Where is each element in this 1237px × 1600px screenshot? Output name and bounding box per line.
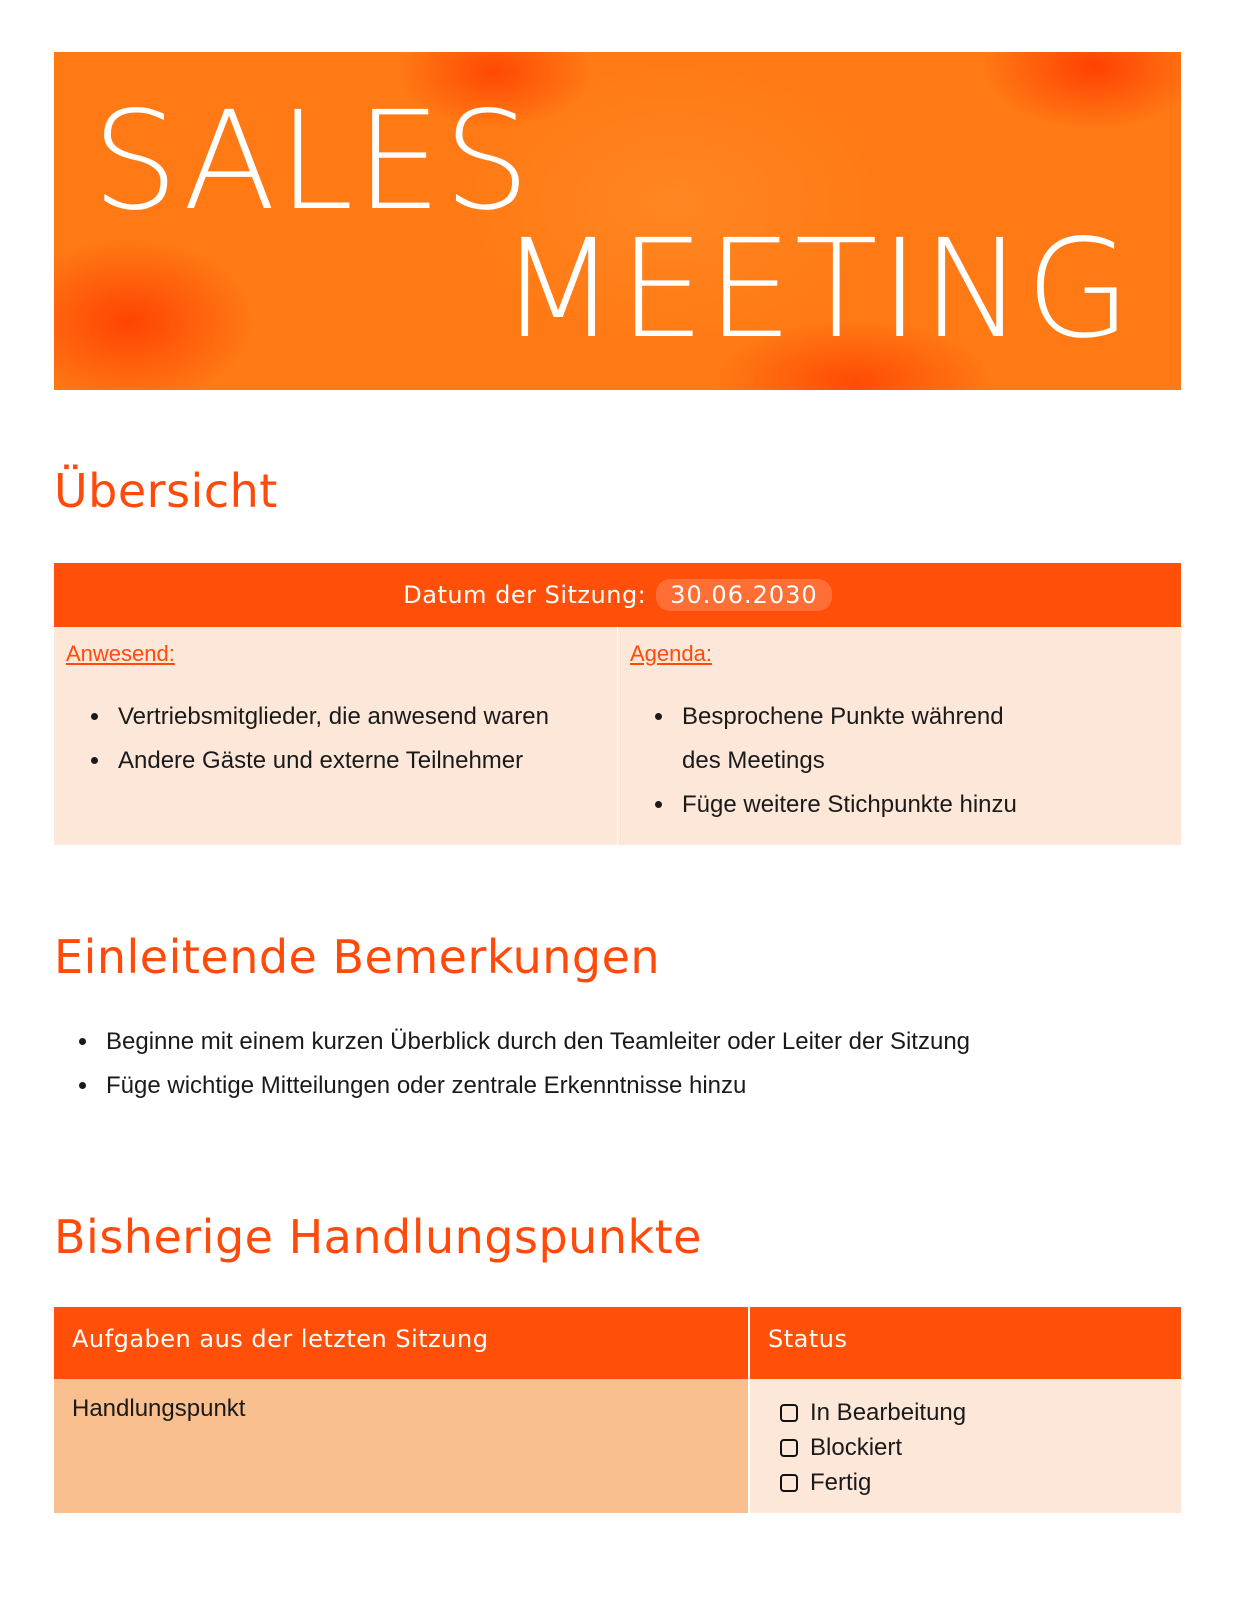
intro-heading: Einleitende Bemerkungen — [54, 930, 661, 984]
document-page — [54, 52, 1181, 1496]
attendees-cell — [54, 627, 617, 845]
banner-title-line-2: MEETING — [499, 211, 1133, 369]
list-item: • Füge weitere Stichpunkte hinzu — [676, 783, 1022, 827]
table-row — [54, 1379, 1181, 1513]
agenda-label: Agenda: — [630, 641, 712, 666]
meeting-date-field[interactable]: 30.06.2030 — [656, 579, 831, 611]
status-label: Fertig — [810, 1468, 872, 1496]
overview-heading: Übersicht — [54, 464, 278, 518]
column-header-status: Status — [748, 1307, 1181, 1379]
task-cell[interactable]: Handlungspunkt — [54, 1379, 748, 1513]
list-item: • Vertriebsmitglieder, die anwesend waren — [112, 695, 605, 739]
checkbox-icon[interactable] — [780, 1474, 798, 1492]
action-items-table — [54, 1307, 1181, 1513]
column-header-task: Aufgaben aus der letzten Sitzung — [72, 1325, 489, 1353]
attendees-list — [66, 695, 605, 783]
attendees-label: Anwesend: — [66, 641, 175, 666]
banner-title-line-1: SALES — [92, 83, 532, 241]
agenda-cell — [617, 627, 1180, 845]
list-item: • Beginne mit einem kurzen Überblick durch den Teamleiter oder Leiter der Sitzung — [100, 1020, 970, 1064]
intro-list — [54, 1020, 970, 1108]
overview-body — [54, 627, 1181, 845]
title-banner — [54, 52, 1181, 390]
meeting-date-row — [54, 563, 1181, 627]
list-item: • Besprochene Punkte während des Meetings — [676, 695, 1022, 783]
list-item: • Füge wichtige Mitteilungen oder zentrale Erkenntnisse hinzu — [100, 1064, 970, 1108]
overview-table — [54, 563, 1181, 845]
status-label: In Bearbeitung — [810, 1398, 967, 1426]
meeting-date-label: Datum der Sitzung: — [403, 581, 647, 609]
actions-heading: Bisherige Handlungspunkte — [54, 1210, 702, 1264]
checkbox-icon[interactable] — [780, 1404, 798, 1422]
agenda-list — [630, 695, 1168, 827]
table-header-row — [54, 1307, 1181, 1379]
status-option-in-progress[interactable] — [780, 1395, 1151, 1430]
list-item: • Andere Gäste und externe Teilnehmer — [112, 739, 605, 783]
status-option-done[interactable] — [780, 1465, 1151, 1500]
status-option-blocked[interactable] — [780, 1430, 1151, 1465]
checkbox-icon[interactable] — [780, 1439, 798, 1457]
status-label: Blockiert — [810, 1433, 903, 1461]
status-cell — [748, 1379, 1181, 1513]
